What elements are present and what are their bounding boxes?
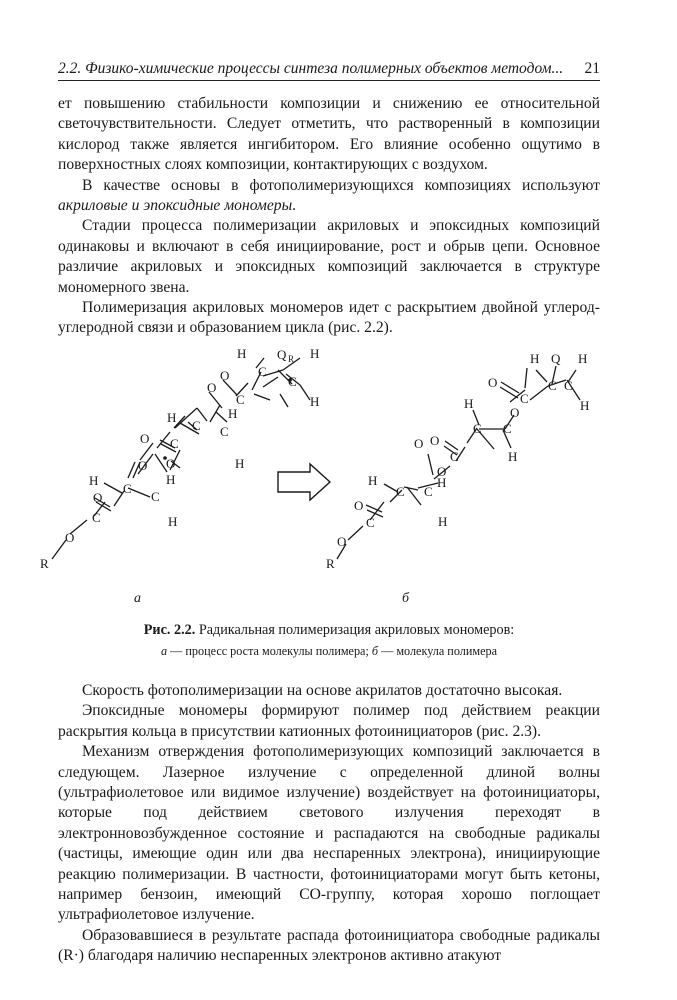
atom-label: H xyxy=(368,473,378,488)
atom-label: C xyxy=(258,364,267,379)
figure-2-2 xyxy=(30,330,650,610)
paragraph-monomers-text: В качестве основы в фотополимеризующихся композициях используют xyxy=(82,176,600,194)
atom-label: H xyxy=(464,396,474,411)
atom-label: O xyxy=(166,456,176,471)
atom-label: C xyxy=(170,436,179,451)
paragraph-mechanism: Механизм отверждения фотополимеризующих композиций заключается в следующем. Лазерное излучение с определенной длиной волны (ультрафиолетовое или видимое излучение) воздействует на фотоинициаторы, которые под действием светового излучения переходят в электронновозбужденное состояние и распадаются на свободные радикалы (частицы, имеющие один или два неспаренных электрона), инициирующие реакцию полимеризации. В частности, фотоинициаторами могут быть кетоны, например бензоин, имеющий CO-группу, которая хорошо поглощает ультрафиолетовое излучение. xyxy=(58,743,600,924)
caption-sub-b-text: — молекула полимера xyxy=(378,644,497,658)
atom-label: O xyxy=(93,490,103,505)
atom-label: H xyxy=(438,514,448,529)
atom-label: R xyxy=(40,556,49,571)
atom-label: C xyxy=(151,489,160,504)
atom-label: C xyxy=(236,392,245,407)
figure-caption-label: Рис. 2.2. xyxy=(143,622,196,638)
atom-label: O xyxy=(138,458,148,473)
paragraph-continuation: ет повышению стабильности композиции и снижению ее относительной светочувствительности. Следует отметить, что растворенный в композиции кислород также является ингибитором. Его влияние особенно ощутимо в поверхностных слоях композиции, контактирующих с воздухом. xyxy=(58,95,600,174)
atom-label: O xyxy=(488,375,498,390)
atom-label: C xyxy=(520,391,529,406)
atom-label: C xyxy=(288,374,297,389)
atom-label: Q xyxy=(277,347,287,362)
page-number: 21 xyxy=(584,60,600,77)
atom-label: R xyxy=(326,556,335,571)
atom-label: H xyxy=(228,406,238,421)
paragraph-acrylic: Полимеризация акриловых мономеров идет с раскрытием двойной углерод-углеродной связи и образованием цикла (рис. 2.2). xyxy=(58,299,600,337)
atom-label: H xyxy=(167,410,177,425)
atom-label: H xyxy=(530,351,540,366)
paragraph-radicals: Образовавшиеся в результате распада фотоинициатора свободные радикалы (R·) благодаря наличию неспаренных электронов активно атакуют xyxy=(58,926,600,965)
atom-label: O xyxy=(65,530,75,545)
figure-caption-subtitle xyxy=(58,642,600,660)
atom-label: C xyxy=(366,515,375,530)
atom-label: C xyxy=(473,421,482,436)
caption-sub-a-text: — процесс роста молекулы полимера; xyxy=(167,644,372,658)
atom-label: O xyxy=(337,534,347,549)
atom-label: C xyxy=(503,421,512,436)
atom-label: O xyxy=(430,433,440,448)
atom-label: H xyxy=(580,398,590,413)
atom-label: O xyxy=(510,405,520,420)
paragraph-monomers xyxy=(58,176,600,217)
running-head xyxy=(58,58,600,81)
atom-label: C xyxy=(424,484,433,499)
atom-label: O xyxy=(437,464,447,479)
atom-label: C xyxy=(450,449,459,464)
paragraph-monomers-italic: акриловые и эпоксидные мономеры xyxy=(58,197,293,215)
atom-label: H xyxy=(168,514,178,529)
atom-label: H xyxy=(508,449,518,464)
paragraph-stages: Стадии процесса полимеризации акриловых и эпоксидных композиций одинаковы и включают в себя инициирование, рост и обрыв цепи. Основное различие акриловых и эпоксидных композиций заключается в структуре мономерного звена. xyxy=(58,217,600,296)
atom-label: H xyxy=(437,475,447,490)
atom-label: H xyxy=(310,394,320,409)
atom-label: H xyxy=(237,346,247,361)
paragraph-speed: Скорость фотополимеризации на основе акрилатов достаточно высокая. xyxy=(82,682,563,699)
text-block-top xyxy=(58,94,600,339)
atom-label: O xyxy=(414,436,424,451)
atom-label: H xyxy=(89,473,99,488)
atom-label: C xyxy=(123,481,132,496)
panel-label-a: а xyxy=(134,591,141,606)
text-block-bottom xyxy=(58,681,600,967)
atom-label: C xyxy=(192,418,201,433)
atom-label-subscript: R xyxy=(288,354,295,364)
atom-label: C xyxy=(220,424,229,439)
atom-label: O xyxy=(207,380,217,395)
atom-label: Q xyxy=(551,351,561,366)
paragraph-monomers-end: . xyxy=(292,197,297,215)
atom-label: H xyxy=(166,472,176,487)
figure-caption xyxy=(58,620,600,640)
atom-label: H xyxy=(235,456,245,471)
atom-label: O xyxy=(354,498,364,513)
atom-label: C xyxy=(396,484,405,499)
caption-sub-b-letter: б xyxy=(371,644,379,658)
figure-caption-title: Радикальная полимеризация акриловых мономеров: xyxy=(195,622,515,638)
reaction-scheme xyxy=(30,330,650,610)
caption-sub-a-letter: а xyxy=(161,644,168,658)
paragraph-epoxy: Эпоксидные мономеры формируют полимер под действием реакции раскрытия кольца в присутствии катионных фотоинициаторов (рис. 2.3). xyxy=(58,702,600,740)
running-head-title: 2.2. Физико-химические процессы синтеза полимерных объектов методом... xyxy=(58,60,564,77)
atom-label: C xyxy=(548,378,557,393)
atom-label: C xyxy=(564,378,573,393)
atom-label: C xyxy=(92,510,101,525)
atom-label: O xyxy=(220,368,230,383)
panel-label-b: б xyxy=(402,591,410,606)
atom-label: O xyxy=(140,431,150,446)
atom-label: H xyxy=(578,351,588,366)
atom-label: H xyxy=(310,346,320,361)
